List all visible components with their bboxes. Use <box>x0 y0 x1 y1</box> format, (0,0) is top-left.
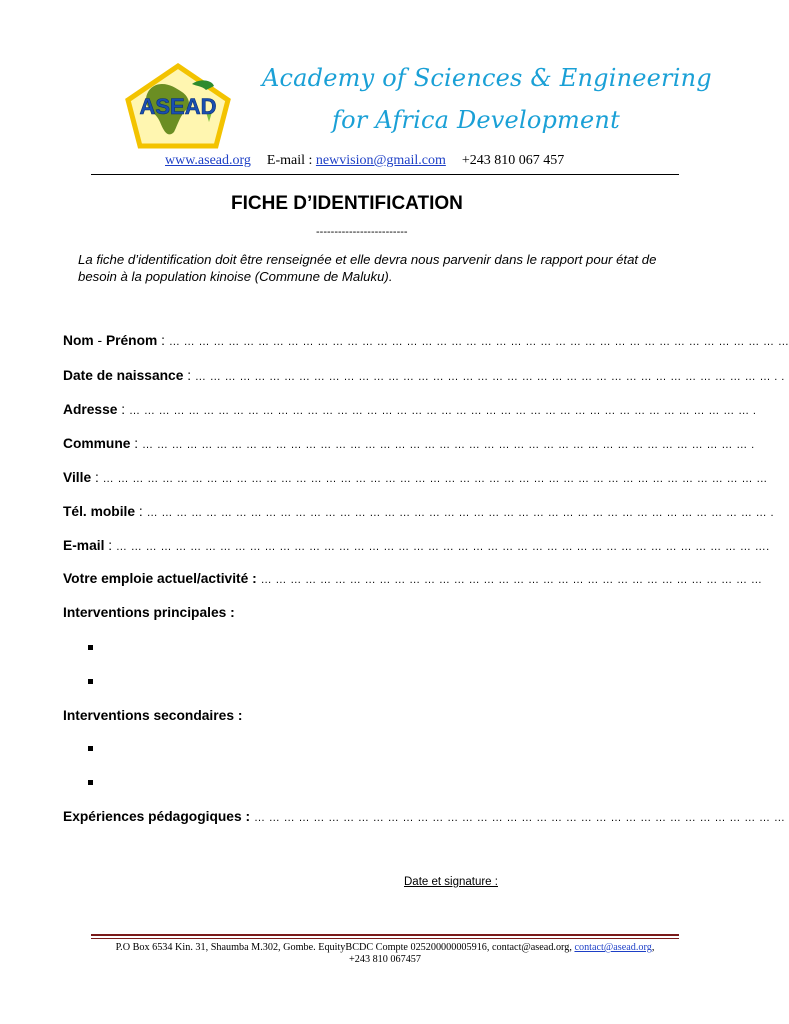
website-link[interactable]: www.asead.org <box>165 153 251 168</box>
field-dots: … … … … … … … … … … … … … … … … … … … … … … … … … … … … … … … … … … … … … … … … … … <box>168 336 789 348</box>
contact-line <box>165 153 564 169</box>
field-dots: … … … … … … … … … … … … … … … … … … … … … … … … … … … … … … … … … … … … … … … … … … . <box>146 507 774 519</box>
bullet-secondaire-2 <box>88 780 93 785</box>
field-sep: : <box>91 470 103 485</box>
asead-logo <box>122 62 234 148</box>
field-dots: … … … … … … … … … … … … … … … … … … … … … … … … … … … … … … … … … … … … … … … . . <box>194 371 785 383</box>
section-interventions-principales: Interventions principales : <box>63 605 235 620</box>
field-commune[interactable] <box>63 436 755 451</box>
field-sep: : <box>183 368 195 383</box>
field-tel-mobile[interactable] <box>63 504 774 519</box>
footer-address <box>91 942 679 966</box>
bullet-principale-1 <box>88 645 93 650</box>
phone-number: +243 810 067 457 <box>461 153 565 168</box>
field-label: Expériences pédagogiques : <box>63 809 251 824</box>
field-email[interactable] <box>63 538 770 553</box>
intro-text: La fiche d’identification doit être renseignée et elle devra nous parvenir dans le rapport pour état de besoin à la population kinoise (Commune de Maluku). <box>78 252 657 284</box>
field-experiences-pedagogiques[interactable] <box>63 809 786 824</box>
field-label-dash: - <box>93 333 106 348</box>
field-sep: : <box>135 504 147 519</box>
field-ville[interactable] <box>63 470 768 485</box>
field-label: Votre emploie actuel/activité : <box>63 571 257 586</box>
email-label: E-mail : <box>266 153 313 168</box>
footer-email-link[interactable]: contact@asead.org <box>574 942 652 953</box>
footer-line1-end: , <box>651 942 655 953</box>
email-link[interactable]: newvision@gmail.com <box>315 153 446 168</box>
field-date-naissance[interactable] <box>63 368 785 383</box>
field-label: Ville <box>63 470 92 485</box>
footer-rule-thick <box>91 934 679 936</box>
date-signature-label: Date et signature : <box>404 876 498 888</box>
field-dots: … … … … … … … … … … … … … … … … … … … … … … … … … … … … … … … … … … … … <box>253 812 786 824</box>
field-sep: : <box>117 402 129 417</box>
field-label: Date de naissance <box>63 368 184 383</box>
field-sep: : <box>104 538 116 553</box>
field-adresse[interactable] <box>63 402 757 417</box>
logo-text: ASEAD <box>139 94 217 119</box>
field-label: Commune <box>63 436 131 451</box>
field-dots: … … … … … … … … … … … … … … … … … … … … … … … … … … … … … … … … … … … … … … … … … … … … … <box>102 473 768 485</box>
field-sep: : <box>157 333 169 348</box>
title-separator: ------------------------- <box>316 226 408 238</box>
field-dots: … … … … … … … … … … … … … … … … … … … … … … … … … … … … … … … … … … … … … … … … … … … …. <box>115 541 770 553</box>
field-label: Tél. mobile <box>63 504 136 519</box>
org-name-line2: for Africa Development <box>332 106 620 134</box>
field-label-prenom: Prénom <box>105 333 158 348</box>
footer-rule-thin <box>91 938 679 939</box>
bullet-secondaire-1 <box>88 746 93 751</box>
header-divider <box>91 174 679 175</box>
field-nom-prenom[interactable] <box>63 333 789 348</box>
footer-phone: +243 810 067457 <box>349 954 421 965</box>
org-name-line1: Academy of Sciences & Engineering <box>262 64 712 92</box>
footer-line1: P.O Box 6534 Kin. 31, Shaumba M.302, Gombe. EquityBCDC Compte 025200000005916, contact@asead.org, <box>115 942 575 953</box>
field-sep: : <box>130 436 142 451</box>
section-interventions-secondaires: Interventions secondaires : <box>63 708 243 723</box>
field-dots: … … … … … … … … … … … … … … … … … … … … … … … … … … … … … … … … … … <box>260 574 763 586</box>
field-label: Adresse <box>63 402 118 417</box>
bullet-principale-2 <box>88 679 93 684</box>
field-emploi-activite[interactable] <box>63 571 763 586</box>
field-dots: … … … … … … … … … … … … … … … … … … … … … … … … … … … … … … … … … … … … … … … … … . <box>141 439 755 451</box>
field-label-nom: Nom <box>63 333 94 348</box>
field-dots: … … … … … … … … … … … … … … … … … … … … … … … … … … … … … … … … … … … … … … … … … … . <box>128 405 757 417</box>
page-title: FICHE D’IDENTIFICATION <box>231 193 463 214</box>
field-label: E-mail <box>63 538 105 553</box>
